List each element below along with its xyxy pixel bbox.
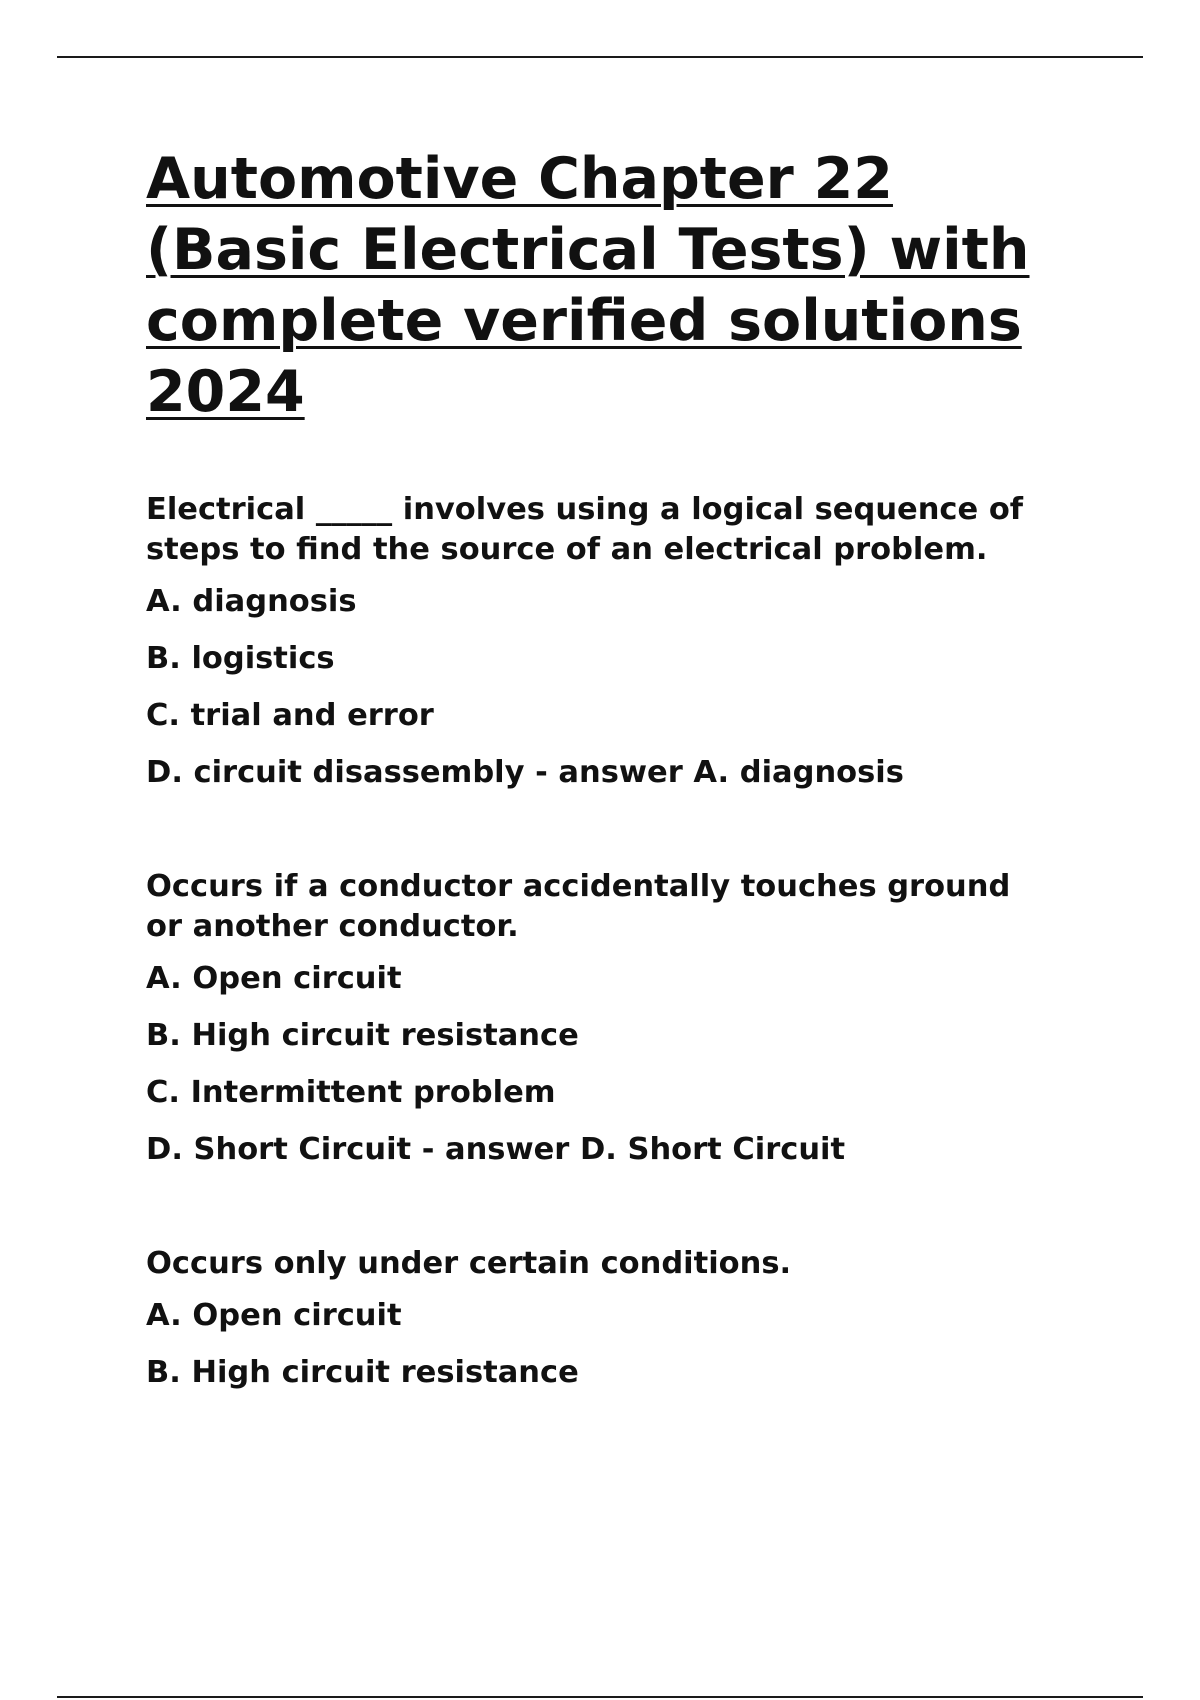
answer-option: B. logistics bbox=[146, 641, 335, 676]
question-1 bbox=[146, 490, 1106, 810]
answer-option: C. Intermittent problem bbox=[146, 1075, 556, 1110]
answer-option: A. diagnosis bbox=[146, 584, 357, 619]
header-rule bbox=[57, 56, 1143, 58]
question-stem bbox=[146, 1244, 1106, 1284]
answer-option: A. Open circuit bbox=[146, 961, 402, 996]
answer-option: D. circuit disassembly - answer A. diagnosis bbox=[146, 755, 904, 790]
question-stem-line: steps to find the source of an electrical problem. bbox=[146, 532, 988, 567]
question-stem bbox=[146, 490, 1106, 570]
question-3 bbox=[146, 1244, 1106, 1410]
question-stem-line: Occurs if a conductor accidentally touches ground bbox=[146, 869, 1011, 904]
footer-rule bbox=[57, 1696, 1143, 1698]
question-stem-line: or another conductor. bbox=[146, 909, 519, 944]
title-line: Automotive Chapter 22 bbox=[146, 146, 893, 212]
answer-option: B. High circuit resistance bbox=[146, 1018, 579, 1053]
question-stem-line: Occurs only under certain conditions. bbox=[146, 1246, 792, 1281]
question-stem-line: Electrical _____ involves using a logical sequence of bbox=[146, 492, 1024, 527]
answer-option: D. Short Circuit - answer D. Short Circuit bbox=[146, 1132, 846, 1167]
document-body bbox=[146, 144, 1106, 1410]
title-line: (Basic Electrical Tests) with bbox=[146, 217, 1030, 283]
answer-option: B. High circuit resistance bbox=[146, 1355, 579, 1390]
title-line: complete verified solutions bbox=[146, 288, 1022, 354]
question-stem bbox=[146, 867, 1106, 947]
question-2 bbox=[146, 867, 1106, 1187]
title-line: 2024 bbox=[146, 359, 305, 425]
answer-option: A. Open circuit bbox=[146, 1298, 402, 1333]
answer-option: C. trial and error bbox=[146, 698, 434, 733]
document-title bbox=[146, 144, 1106, 428]
